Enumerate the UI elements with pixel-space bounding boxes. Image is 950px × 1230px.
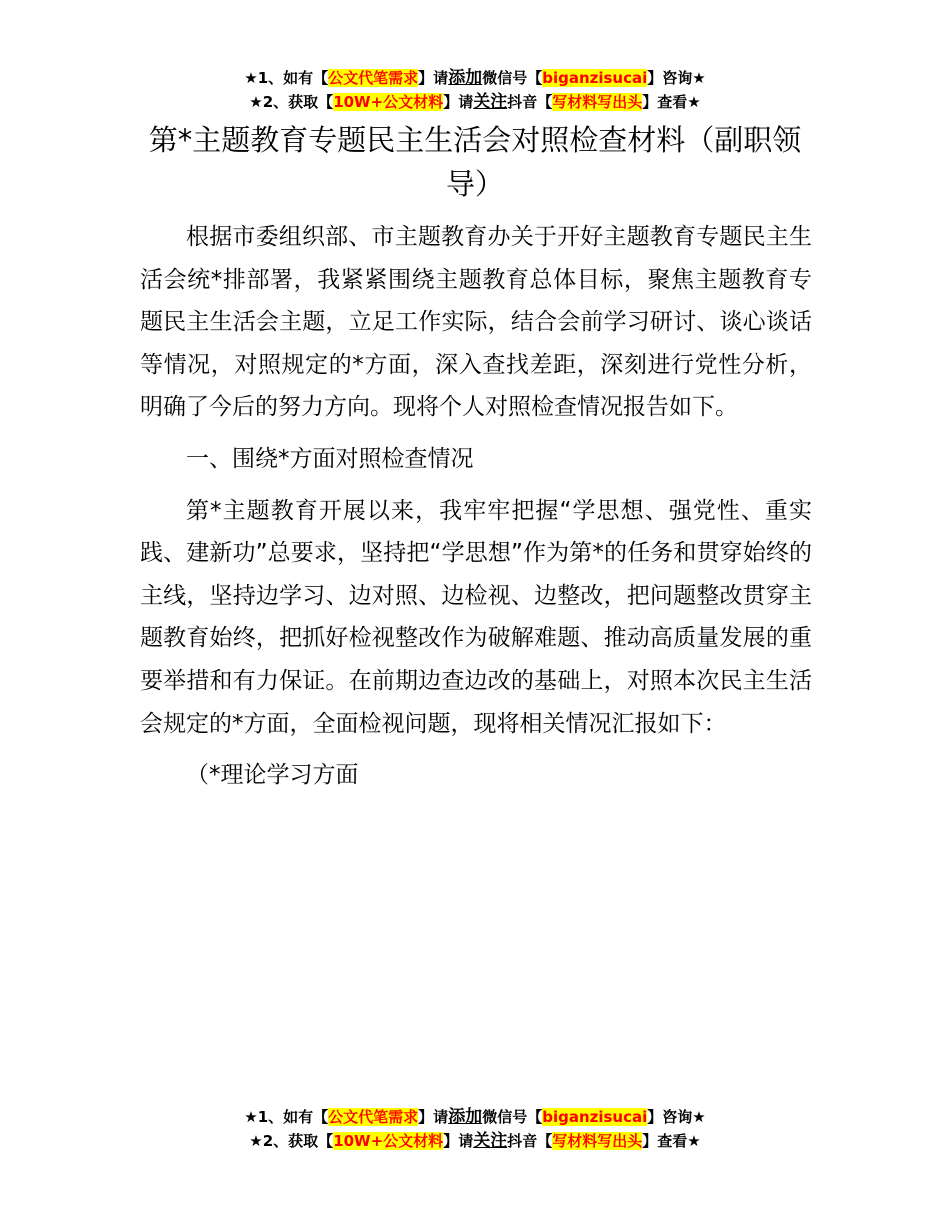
banner-highlight: 10W+公文材料 xyxy=(333,1132,444,1150)
banner-highlight: biganzisucai xyxy=(542,69,648,87)
banner-text: 】查看★ xyxy=(642,93,701,111)
banner-highlight: 公文代笔需求 xyxy=(328,69,419,87)
banner-text: 】查看★ xyxy=(642,1132,701,1150)
banner-highlight: 10W+公文材料 xyxy=(333,93,444,111)
banner-text: 微信号【 xyxy=(482,69,543,87)
banner-line-1 xyxy=(0,1105,950,1129)
banner-highlight: 公文代笔需求 xyxy=(328,1108,419,1126)
banner-text: 微信号【 xyxy=(482,1108,543,1126)
paragraph-overview: 第*主题教育开展以来，我牢牢把握“学思想、强党性、重实践、建新功”总要求，坚持把“学思想”作为第*的任务和贯穿始终的主线，坚持边学习、边对照、边检视、边整改，把问题整改贯穿主题教育始终，把抓好检视整改作为破解难题、推动高质量发展的重要举措和有力保证。在前期边查边改的基础上，对照本次民主生活会规定的*方面，全面检视问题，现将相关情况汇报如下： xyxy=(140,497,812,737)
banner-highlight: 写材料写出头 xyxy=(552,1132,643,1150)
banner-emphasis: 关注 xyxy=(473,1131,508,1151)
subsection-heading: （*理论学习方面 xyxy=(186,762,359,789)
banner-line-1 xyxy=(0,66,950,90)
paragraph-intro: 根据市委组织部、市主题教育办关于开好主题教育专题民主生活会统*排部署，我紧紧围绕主题教育总体目标，聚焦主题教育专题民主生活会主题，立足工作实际，结合会前学习研讨、谈心谈话等情况，对照规定的*方面，深入查找差距，深刻进行党性分析，明确了今后的努力方向。现将个人对照检查情况报告如下。 xyxy=(140,224,812,421)
banner-text: ★1、如有【 xyxy=(244,1108,329,1126)
banner-text: 】请 xyxy=(443,1132,474,1150)
banner-text: 】请 xyxy=(418,1108,449,1126)
banner-text: 】咨询★ xyxy=(647,1108,706,1126)
banner-text: ★1、如有【 xyxy=(244,69,329,87)
banner-text: ★2、获取【 xyxy=(249,93,334,111)
banner-emphasis: 添加 xyxy=(448,68,483,88)
banner-line-2 xyxy=(0,90,950,114)
document-body xyxy=(140,216,812,806)
banner-text: 抖音【 xyxy=(507,93,553,111)
banner-text: ★2、获取【 xyxy=(249,1132,334,1150)
banner-line-2 xyxy=(0,1129,950,1153)
banner-highlight: biganzisucai xyxy=(542,1108,648,1126)
banner-highlight: 写材料写出头 xyxy=(552,93,643,111)
footer-banner xyxy=(0,1105,950,1153)
section-heading: 一、围绕*方面对照检查情况 xyxy=(186,445,474,472)
banner-text: 】请 xyxy=(443,93,474,111)
banner-emphasis: 添加 xyxy=(448,1107,483,1127)
banner-text: 】咨询★ xyxy=(647,69,706,87)
banner-emphasis: 关注 xyxy=(473,92,508,112)
banner-text: 抖音【 xyxy=(507,1132,553,1150)
header-banner xyxy=(0,66,950,114)
banner-text: 】请 xyxy=(418,69,449,87)
document-title: 第*主题教育专题民主生活会对照检查材料（副职领导） xyxy=(148,123,802,201)
